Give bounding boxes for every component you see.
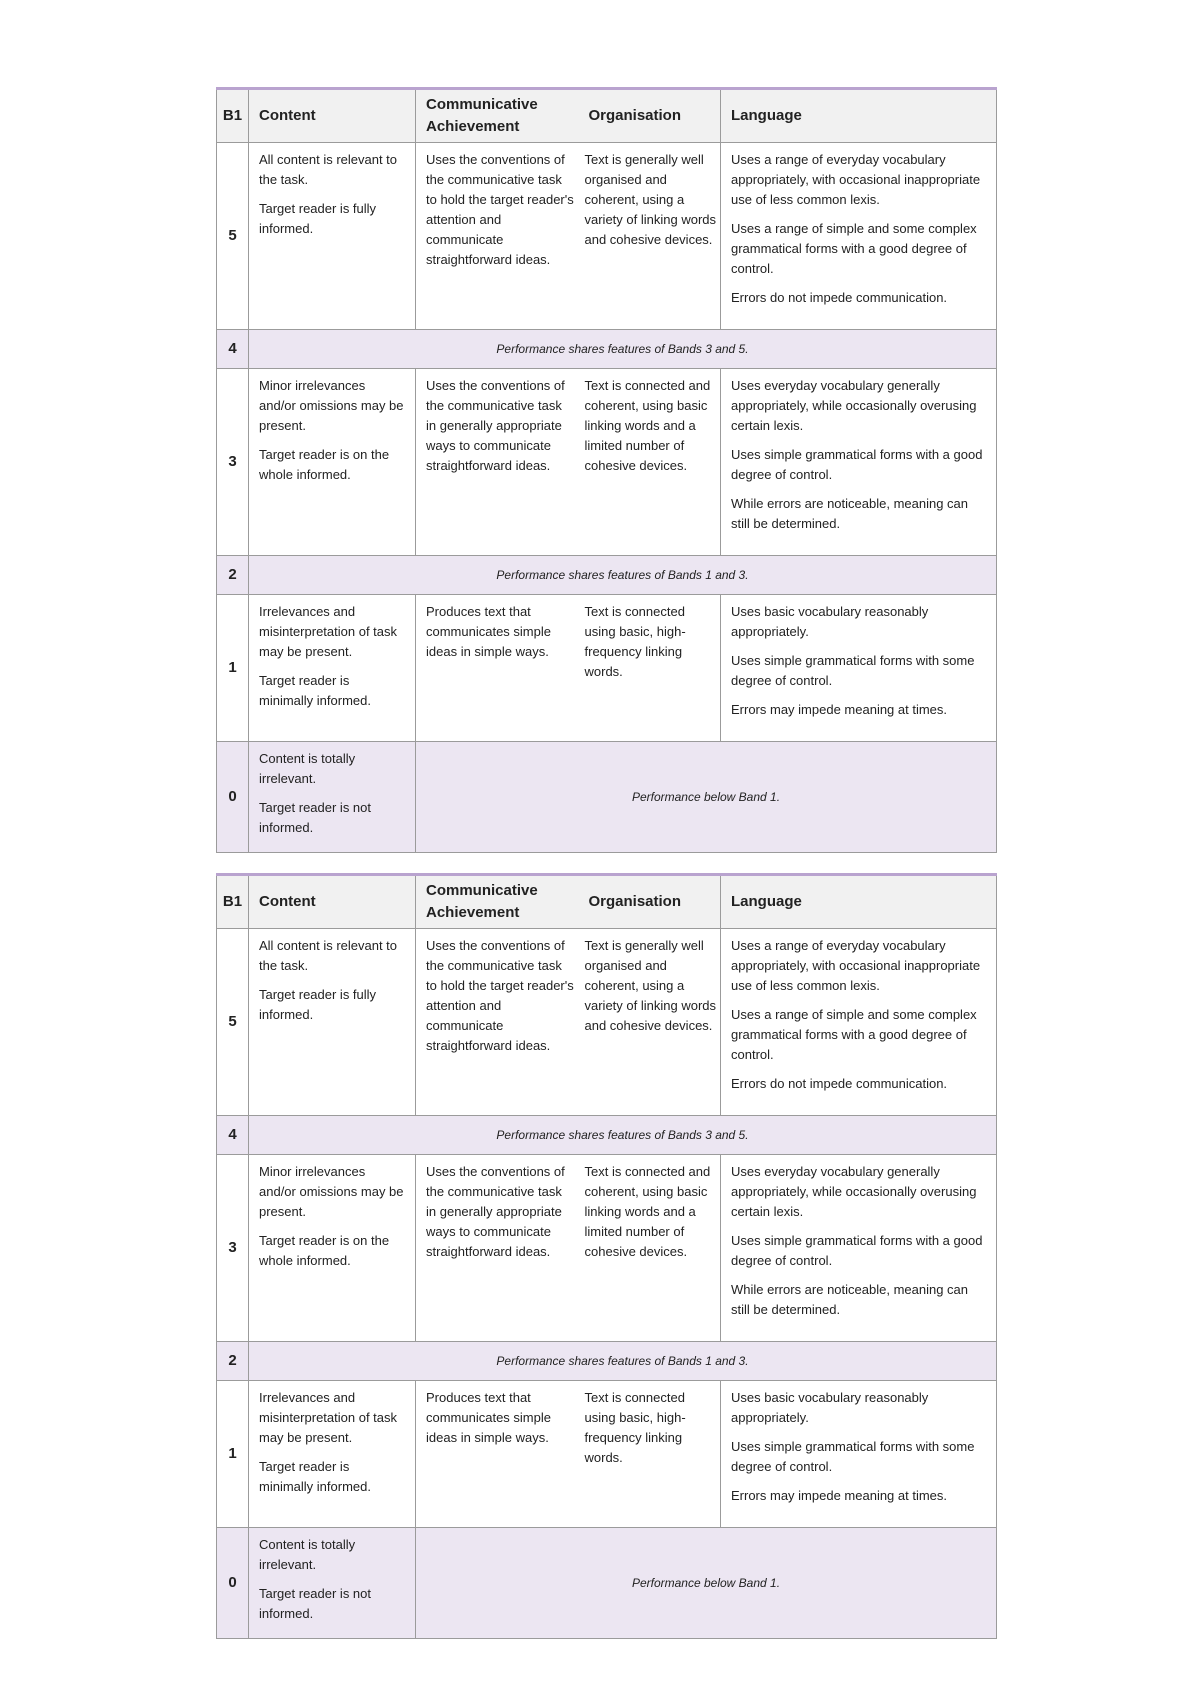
language-cell xyxy=(721,143,997,330)
content-header: Content xyxy=(249,89,416,143)
shared-features-note: Performance shares features of Bands 3 and 5. xyxy=(249,330,997,369)
level-header: B1 xyxy=(217,89,249,143)
descriptor: Content is totally irrelevant. xyxy=(259,751,356,786)
band-number: 5 xyxy=(217,143,249,330)
descriptor: Text is generally well organised and coherent, using a variety of linking words and cohesive devices. xyxy=(584,938,716,1033)
band-number: 2 xyxy=(217,556,249,595)
content-cell xyxy=(249,369,416,556)
band-number: 0 xyxy=(217,742,249,853)
band-3-row xyxy=(217,1155,997,1342)
header-row xyxy=(217,875,997,929)
language-cell xyxy=(721,1381,997,1528)
band-1-row xyxy=(217,1381,997,1528)
shared-features-note: Performance shares features of Bands 1 and 3. xyxy=(249,1342,997,1381)
descriptor: Errors may impede meaning at times. xyxy=(731,702,948,717)
descriptor: Text is generally well organised and coherent, using a variety of linking words and cohesive devices. xyxy=(584,152,716,247)
content-cell xyxy=(249,1528,416,1639)
content-cell xyxy=(249,143,416,330)
organisation-cell xyxy=(579,1155,721,1342)
communicative-cell xyxy=(416,595,579,742)
descriptor: Produces text that communicates simple ideas in simple ways. xyxy=(426,604,551,659)
language-header: Language xyxy=(721,875,997,929)
below-band-note: Performance below Band 1. xyxy=(416,742,997,853)
descriptor: Target reader is not informed. xyxy=(259,1586,372,1621)
descriptor: Text is connected and coherent, using basic linking words and a limited number of cohesive devices. xyxy=(584,378,711,473)
content-header: Content xyxy=(249,875,416,929)
band-0-row xyxy=(217,742,997,853)
band-2-row xyxy=(217,556,997,595)
level-header: B1 xyxy=(217,875,249,929)
organisation-cell xyxy=(579,929,721,1116)
band-number: 4 xyxy=(217,330,249,369)
assessment-scale-table xyxy=(216,873,997,1639)
descriptor: Produces text that communicates simple ideas in simple ways. xyxy=(426,1390,551,1445)
language-cell xyxy=(721,369,997,556)
communicative-achievement-header: Communicative Achievement xyxy=(416,89,579,143)
organisation-header: Organisation xyxy=(579,89,721,143)
descriptor: Uses simple grammatical forms with some degree of control. xyxy=(731,1439,975,1474)
descriptor: All content is relevant to the task. xyxy=(259,152,398,187)
band-5-row xyxy=(217,143,997,330)
content-cell xyxy=(249,595,416,742)
shared-features-note: Performance shares features of Bands 3 and 5. xyxy=(249,1116,997,1155)
shared-features-note: Performance shares features of Bands 1 and 3. xyxy=(249,556,997,595)
communicative-cell xyxy=(416,369,579,556)
descriptor: Uses a range of simple and some complex grammatical forms with a good degree of control. xyxy=(731,221,977,276)
content-cell xyxy=(249,1155,416,1342)
descriptor: Text is connected using basic, high-frequency linking words. xyxy=(584,604,686,679)
organisation-cell xyxy=(579,595,721,742)
descriptor: Uses the conventions of the communicative task to hold the target reader's attention and communicate straightforward ideas. xyxy=(426,152,574,267)
descriptor: Uses the conventions of the communicative task in generally appropriate ways to communicate straightforward ideas. xyxy=(426,1164,565,1259)
band-number: 1 xyxy=(217,595,249,742)
descriptor: Errors do not impede communication. xyxy=(731,290,948,305)
descriptor: Uses a range of simple and some complex grammatical forms with a good degree of control. xyxy=(731,1007,977,1062)
communicative-cell xyxy=(416,1381,579,1528)
communicative-cell xyxy=(416,1155,579,1342)
descriptor: Text is connected using basic, high-frequency linking words. xyxy=(584,1390,686,1465)
organisation-cell xyxy=(579,143,721,330)
language-cell xyxy=(721,929,997,1116)
descriptor: Target reader is not informed. xyxy=(259,800,372,835)
band-3-row xyxy=(217,369,997,556)
descriptor: Uses simple grammatical forms with a good degree of control. xyxy=(731,1233,983,1268)
band-2-row xyxy=(217,1342,997,1381)
band-number: 4 xyxy=(217,1116,249,1155)
descriptor: Errors do not impede communication. xyxy=(731,1076,948,1091)
descriptor: Minor irrelevances and/or omissions may be present. xyxy=(259,378,404,433)
descriptor: Uses everyday vocabulary generally appropriately, while occasionally overusing certain lexis. xyxy=(731,1164,977,1219)
organisation-header: Organisation xyxy=(579,875,721,929)
descriptor: Uses simple grammatical forms with a good degree of control. xyxy=(731,447,983,482)
language-header: Language xyxy=(721,89,997,143)
band-0-row xyxy=(217,1528,997,1639)
band-5-row xyxy=(217,929,997,1116)
descriptor: Target reader is minimally informed. xyxy=(259,1459,371,1494)
descriptor: Target reader is on the whole informed. xyxy=(259,447,390,482)
descriptor: Target reader is minimally informed. xyxy=(259,673,371,708)
organisation-cell xyxy=(579,369,721,556)
content-cell xyxy=(249,742,416,853)
band-number: 0 xyxy=(217,1528,249,1639)
descriptor: Uses a range of everyday vocabulary appropriately, with occasional inappropriate use of less common lexis. xyxy=(731,938,981,993)
descriptor: While errors are noticeable, meaning can still be determined. xyxy=(731,1282,969,1317)
descriptor: All content is relevant to the task. xyxy=(259,938,398,973)
descriptor: Uses the conventions of the communicative task to hold the target reader's attention and communicate straightforward ideas. xyxy=(426,938,574,1053)
descriptor: Minor irrelevances and/or omissions may be present. xyxy=(259,1164,404,1219)
organisation-cell xyxy=(579,1381,721,1528)
descriptor: Uses the conventions of the communicative task in generally appropriate ways to communicate straightforward ideas. xyxy=(426,378,565,473)
content-cell xyxy=(249,1381,416,1528)
descriptor: Irrelevances and misinterpretation of task may be present. xyxy=(259,1390,398,1445)
communicative-cell xyxy=(416,929,579,1116)
band-number: 2 xyxy=(217,1342,249,1381)
descriptor: Uses basic vocabulary reasonably appropriately. xyxy=(731,604,929,639)
descriptor: Uses simple grammatical forms with some degree of control. xyxy=(731,653,975,688)
descriptor: Target reader is fully informed. xyxy=(259,201,377,236)
descriptor: Text is connected and coherent, using basic linking words and a limited number of cohesive devices. xyxy=(584,1164,711,1259)
communicative-achievement-header: Communicative Achievement xyxy=(416,875,579,929)
band-4-row xyxy=(217,330,997,369)
language-cell xyxy=(721,595,997,742)
content-cell xyxy=(249,929,416,1116)
descriptor: Errors may impede meaning at times. xyxy=(731,1488,948,1503)
band-number: 1 xyxy=(217,1381,249,1528)
descriptor: Irrelevances and misinterpretation of task may be present. xyxy=(259,604,398,659)
descriptor: Uses everyday vocabulary generally appropriately, while occasionally overusing certain lexis. xyxy=(731,378,977,433)
band-number: 5 xyxy=(217,929,249,1116)
descriptor: While errors are noticeable, meaning can still be determined. xyxy=(731,496,969,531)
band-number: 3 xyxy=(217,1155,249,1342)
language-cell xyxy=(721,1155,997,1342)
band-number: 3 xyxy=(217,369,249,556)
below-band-note: Performance below Band 1. xyxy=(416,1528,997,1639)
band-1-row xyxy=(217,595,997,742)
descriptor: Target reader is fully informed. xyxy=(259,987,377,1022)
assessment-scale-table xyxy=(216,87,997,853)
communicative-cell xyxy=(416,143,579,330)
header-row xyxy=(217,89,997,143)
band-4-row xyxy=(217,1116,997,1155)
descriptor: Uses basic vocabulary reasonably appropriately. xyxy=(731,1390,929,1425)
descriptor: Uses a range of everyday vocabulary appropriately, with occasional inappropriate use of less common lexis. xyxy=(731,152,981,207)
descriptor: Target reader is on the whole informed. xyxy=(259,1233,390,1268)
descriptor: Content is totally irrelevant. xyxy=(259,1537,356,1572)
